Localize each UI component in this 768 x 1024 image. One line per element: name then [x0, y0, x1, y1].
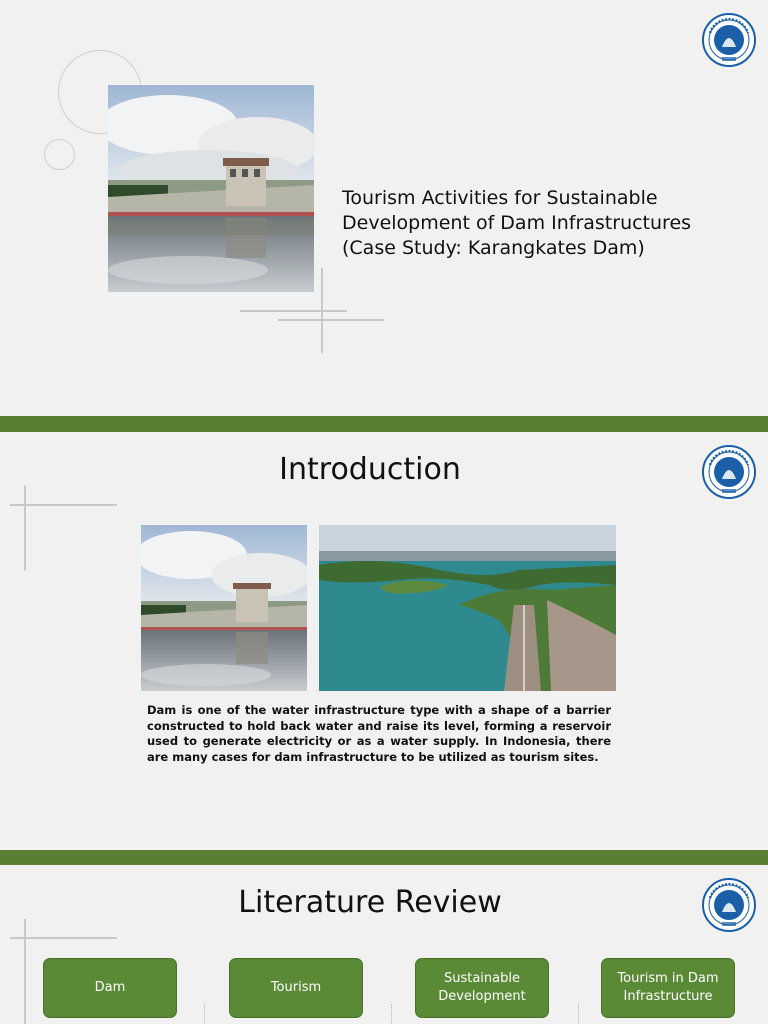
title-line: Development of Dam Infrastructures — [342, 212, 692, 234]
decor-circle-small — [44, 139, 75, 170]
decor-line-v — [24, 919, 26, 1024]
title-line: Tourism Activities for Sustainable — [342, 187, 658, 209]
reservoir-aerial-photo — [319, 525, 616, 691]
topic-box-sustainable-development: Sustainable Development — [415, 958, 549, 1018]
slide-title — [0, 0, 768, 416]
topic-box-dam: Dam — [43, 958, 177, 1018]
decor-line-h — [10, 937, 117, 939]
decor-line-h — [278, 319, 384, 321]
connector-dots — [204, 1004, 205, 1024]
slide-introduction — [0, 432, 768, 850]
dam-photo — [108, 85, 314, 292]
connector-dots — [391, 1004, 392, 1024]
presentation-title — [342, 186, 702, 261]
decor-line-v — [24, 486, 26, 570]
slide-heading: Introduction — [279, 452, 461, 487]
connector-dots — [578, 1004, 579, 1024]
itb-logo-icon — [702, 878, 756, 932]
topic-box-tourism-in-dam-infrastructure: Tourism in Dam Infrastructure — [601, 958, 735, 1018]
decor-line-v — [321, 268, 323, 353]
slide-separator — [0, 416, 768, 432]
itb-logo-icon — [702, 445, 756, 499]
dam-tower-photo — [141, 525, 307, 691]
slide-separator — [0, 850, 768, 865]
topic-box-tourism: Tourism — [229, 958, 363, 1018]
decor-line-h — [10, 504, 117, 506]
decor-line-h — [240, 310, 347, 312]
slide-heading: Literature Review — [238, 885, 502, 920]
title-line: (Case Study: Karangkates Dam) — [342, 237, 645, 259]
intro-paragraph: Dam is one of the water infrastructure type with a shape of a barrier constructed to hold back water and raise its level, forming a reservoir used to generate electricity or as a water supply. In Indonesia, there are many cases for dam infrastructure to be utilized as tourism sites. — [147, 703, 611, 764]
itb-logo-icon — [702, 13, 756, 67]
